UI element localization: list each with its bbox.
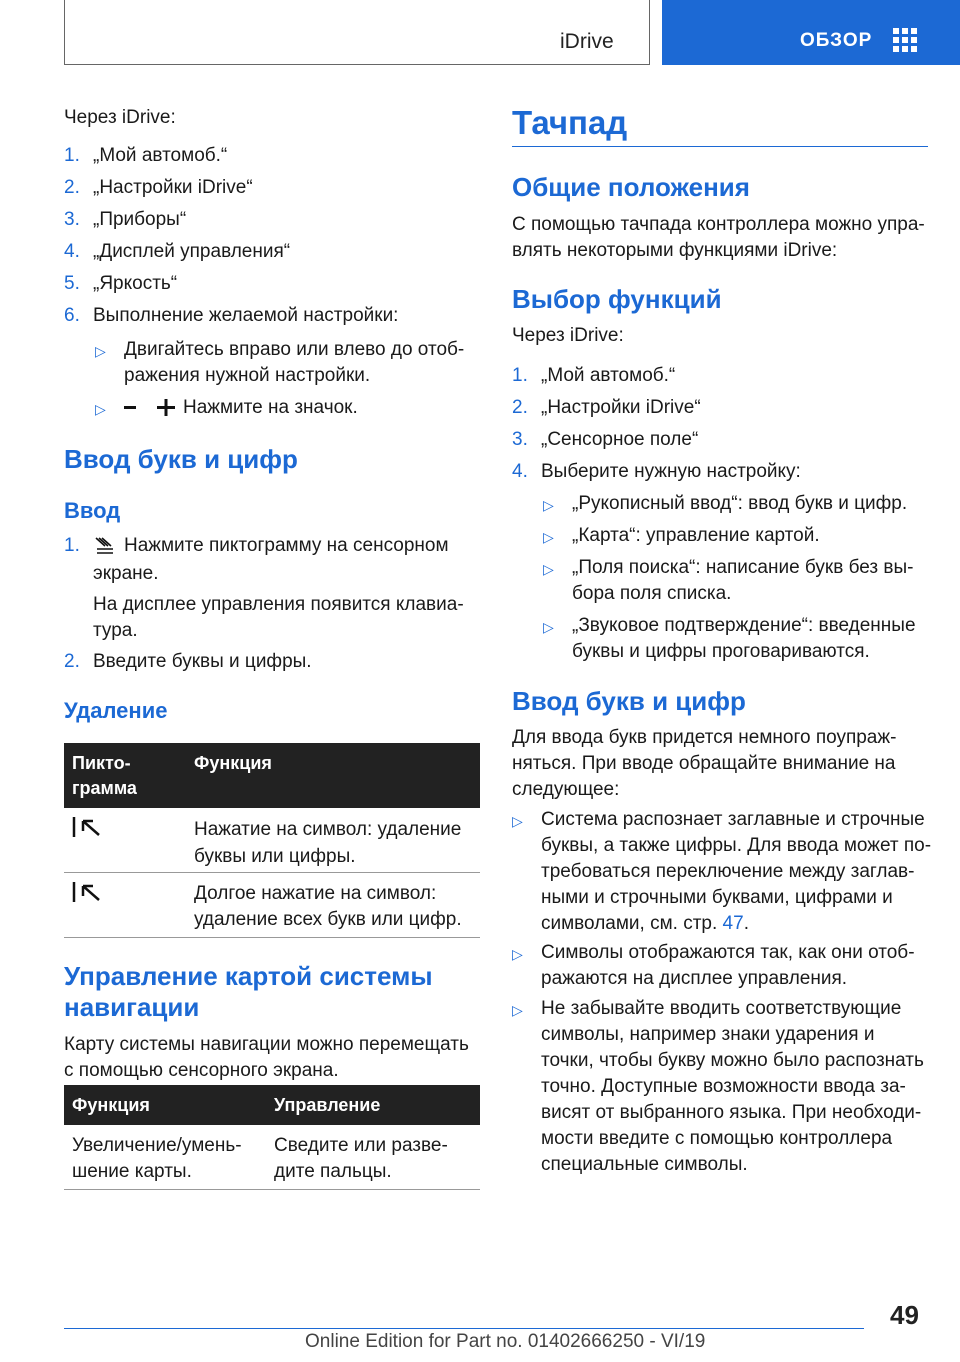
heading-rule — [512, 146, 928, 147]
footer-rule — [64, 1328, 864, 1329]
option-text: буквы и цифры проговариваются. — [572, 641, 870, 662]
map-text: Карту системы навигации можно перемещать — [64, 1034, 469, 1055]
note-text: буквы, а также цифры. Для ввода может по- — [541, 835, 932, 856]
note-text-part: . — [743, 913, 749, 934]
heading-touchpad: Тачпад — [512, 104, 628, 141]
input-text: следующее: — [512, 779, 620, 800]
map-text: с помощью сенсорного экрана. — [64, 1060, 339, 1081]
general-text: влять некоторыми функциями iDrive: — [512, 240, 838, 261]
table-cell: Долгое нажатие на символ: — [194, 883, 437, 904]
note-text: специальные символы. — [541, 1154, 748, 1175]
note-text: точно. Доступные возможности ввода за- — [541, 1076, 906, 1097]
triangle-bullet-icon: ▷ — [95, 343, 106, 359]
input-text: Для ввода букв придется немного поупраж- — [512, 727, 897, 748]
step-text: Выберите нужную настройку: — [541, 461, 801, 482]
option-text: „Звуковое подтверждение“: введенные — [572, 615, 916, 636]
step-number: 1. — [64, 535, 80, 556]
heading-map: навигации — [64, 992, 200, 1022]
table-cell: буквы или цифры. — [194, 846, 356, 867]
sub-bullet-text: Двигайтесь вправо или влево до отоб- — [124, 339, 465, 360]
table-cell: дите пальцы. — [274, 1161, 392, 1182]
handwriting-icon — [93, 534, 117, 556]
step-number: 4. — [64, 241, 80, 262]
triangle-bullet-icon: ▷ — [543, 529, 554, 545]
overview-tab-label: ОБЗОР — [800, 30, 873, 51]
step-number: 1. — [64, 145, 80, 166]
header-section-title: iDrive — [560, 30, 614, 53]
option-text: бора поля списка. — [572, 583, 732, 604]
step-text: „Мой автомоб.“ — [541, 365, 676, 386]
step-text: На дисплее управления появится клавиа- — [93, 594, 464, 615]
step-text: экране. — [93, 563, 159, 584]
step-text: тура. — [93, 620, 138, 641]
note-text: символы, например знаки ударения и — [541, 1024, 875, 1045]
table-cell: шение карты. — [72, 1161, 192, 1182]
table-cell: Увеличение/умень- — [72, 1135, 242, 1156]
general-text: С помощью тачпада контроллера можно упра- — [512, 214, 925, 235]
step-text: „Яркость“ — [93, 273, 178, 294]
column-header: Функция — [194, 753, 272, 773]
heading-delete: Удаление — [64, 698, 168, 723]
option-text: „Рукописный ввод“: ввод букв и цифр. — [572, 493, 908, 514]
sub-bullet-text: Нажмите на значок. — [183, 397, 358, 418]
sub-bullet-text: ражения нужной настройки. — [124, 365, 371, 386]
step-number: 5. — [64, 273, 80, 294]
map-table-header — [64, 1085, 480, 1125]
overview-tab[interactable] — [662, 0, 960, 65]
heading-enter: Ввод — [64, 498, 121, 523]
table-divider — [64, 1189, 480, 1190]
note-text: мости введите с помощью контроллера — [541, 1128, 893, 1149]
intro-text: Через iDrive: — [64, 107, 176, 128]
table-cell: Сведите или разве- — [274, 1135, 448, 1156]
step-number: 3. — [512, 429, 528, 450]
triangle-bullet-icon: ▷ — [95, 401, 106, 417]
page-number: 49 — [890, 1300, 919, 1330]
footer-edition: Online Edition for Part no. 01402666250 - VI/19 — [305, 1331, 706, 1352]
triangle-bullet-icon: ▷ — [512, 946, 523, 962]
column-header: грамма — [72, 778, 137, 798]
intro-text: Через iDrive: — [512, 325, 624, 346]
column-header: Функция — [72, 1095, 150, 1115]
step-text: „Дисплей управления“ — [93, 241, 291, 262]
step-number: 1. — [512, 365, 528, 386]
step-number: 2. — [64, 651, 80, 672]
note-text: ражаются на дисплее управления. — [541, 968, 848, 989]
step-number: 2. — [64, 177, 80, 198]
step-text: „Сенсорное поле“ — [541, 429, 699, 450]
table-divider — [64, 872, 480, 873]
step-text: Выполнение желаемой настройки: — [93, 305, 399, 326]
step-text: „Приборы“ — [93, 209, 187, 230]
note-text-part: символами, см. стр. — [541, 913, 723, 934]
option-text: „Карта“: управление картой. — [572, 525, 820, 546]
heading-input: Ввод букв и цифр — [64, 444, 298, 474]
triangle-bullet-icon: ▷ — [543, 561, 554, 577]
backspace-icon — [71, 815, 103, 839]
step-number: 3. — [64, 209, 80, 230]
step-text: „Настройки iDrive“ — [541, 397, 701, 418]
step-number: 6. — [64, 305, 80, 326]
step-text: Нажмите пиктограмму на сенсорном — [124, 535, 449, 556]
minus-plus-icon — [122, 396, 178, 418]
step-number: 2. — [512, 397, 528, 418]
note-text: Система распознает заглавные и строчные — [541, 809, 925, 830]
delete-table-header — [64, 743, 480, 808]
column-header: Пикто- — [72, 753, 131, 773]
step-text: „Мой автомоб.“ — [93, 145, 228, 166]
page-link[interactable]: 47 — [722, 913, 744, 934]
backspace-icon — [71, 880, 103, 904]
heading-select: Выбор функций — [512, 284, 722, 314]
input-text: няться. При вводе обращайте внимание на — [512, 753, 896, 774]
table-cell: Нажатие на символ: удаление — [194, 819, 462, 840]
heading-input: Ввод букв и цифр — [512, 686, 746, 716]
grid-menu-icon — [893, 28, 917, 52]
note-text: висят от выбранного языка. При необходи- — [541, 1102, 922, 1123]
note-text: Не забывайте вводить соответствующие — [541, 998, 902, 1019]
table-divider — [64, 937, 480, 938]
column-header: Управление — [274, 1095, 381, 1115]
note-text — [541, 910, 749, 937]
step-text: Введите буквы и цифры. — [93, 651, 312, 672]
triangle-bullet-icon: ▷ — [512, 1002, 523, 1018]
note-text: требоваться переключение между заглав- — [541, 861, 915, 882]
heading-general: Общие положения — [512, 172, 750, 202]
note-text: точки, чтобы букву можно было распознать — [541, 1050, 924, 1071]
triangle-bullet-icon: ▷ — [543, 619, 554, 635]
triangle-bullet-icon: ▷ — [543, 497, 554, 513]
note-text: ными и строчными буквами, цифрами и — [541, 887, 893, 908]
step-text: „Настройки iDrive“ — [93, 177, 253, 198]
option-text: „Поля поиска“: написание букв без вы- — [572, 557, 914, 578]
note-text: Символы отображаются так, как они отоб- — [541, 942, 915, 963]
table-cell: удаление всех букв или цифр. — [194, 909, 462, 930]
step-number: 4. — [512, 461, 528, 482]
triangle-bullet-icon: ▷ — [512, 813, 523, 829]
heading-map: Управление картой системы — [64, 961, 433, 991]
